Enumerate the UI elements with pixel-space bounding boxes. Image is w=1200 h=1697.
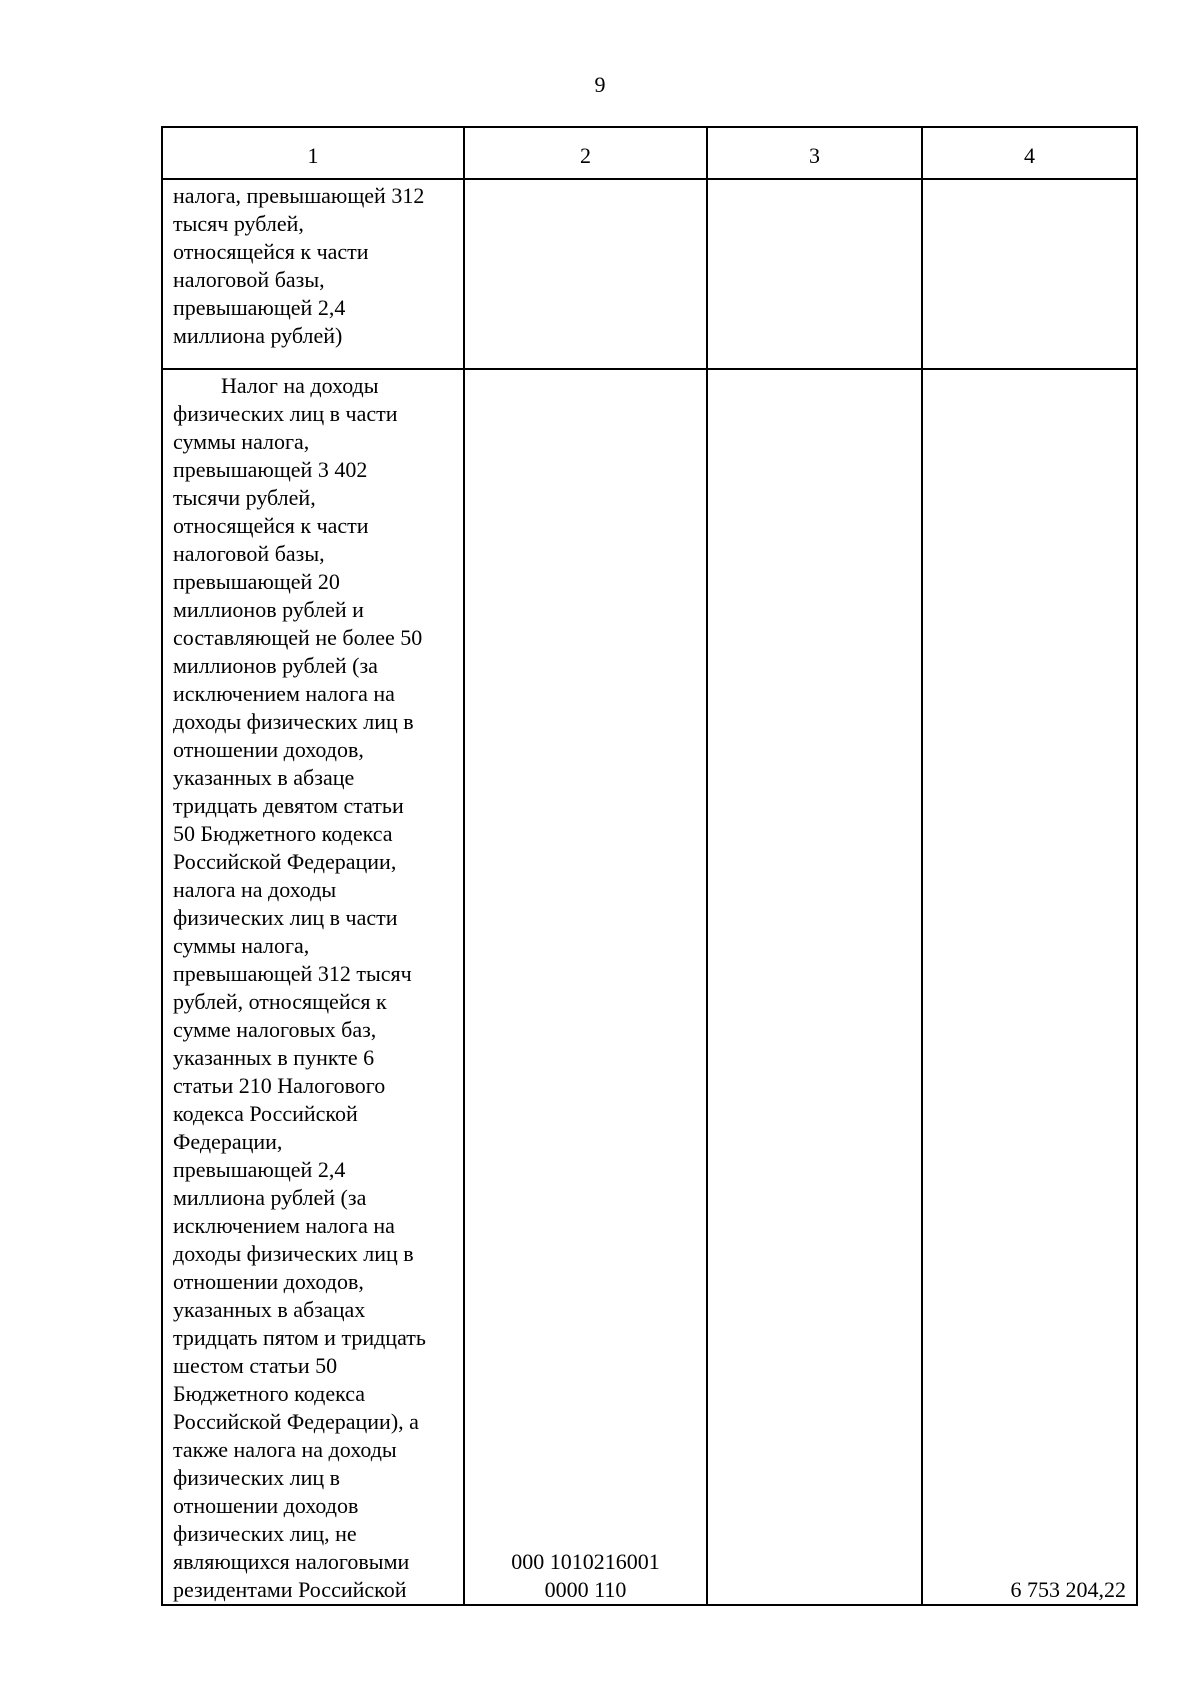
column-header-3: 3	[707, 127, 922, 179]
amount-value: 6 753 204,22	[1010, 1577, 1126, 1602]
row-col3-cell	[707, 179, 922, 369]
column-header-4: 4	[922, 127, 1137, 179]
row-description: Налог на доходы физических лиц в части суммы налога, превышающей 3 402 тысячи рублей, относящейся к части налоговой базы, превышающей 20 миллионов рублей и составляющей не более 50 миллионов рублей (за исключением налога на доходы физических лиц в отношении доходов, указанных в абзаце тридцать девятом статьи 50 Бюджетного кодекса Российской Федерации, налога на доходы физических лиц в части суммы налога, превышающей 312 тысяч рублей, относящейся к сумме налоговых баз, указанных в пункте 6 статьи 210 Налогового кодекса Российской Федерации, превышающей 2,4 миллиона рублей (за исключением налога на доходы физических лиц в отношении доходов, указанных в абзацах тридцать пятом и тридцать шестом статьи 50 Бюджетного кодекса Российской Федерации), а также налога на доходы физических лиц в отношении доходов физических лиц, не являющихся налоговыми резидентами Российской	[173, 373, 426, 1602]
row-description-cell	[162, 179, 464, 369]
column-header-1: 1	[162, 127, 464, 179]
table-header-row	[162, 127, 1137, 179]
row-col3-cell	[707, 369, 922, 1605]
row-amount-cell	[922, 369, 1137, 1605]
row-description-cell	[162, 369, 464, 1605]
budget-table	[161, 126, 1138, 1606]
row-amount-cell	[922, 179, 1137, 369]
paragraph-first-line: Налог на доходы	[221, 373, 379, 398]
row-code-cell	[464, 179, 707, 369]
table-row	[162, 179, 1137, 369]
page-number: 9	[594, 72, 606, 97]
budget-classification-code: 000 1010216001 0000 110	[511, 1549, 660, 1602]
column-header-2: 2	[464, 127, 707, 179]
row-description: налога, превышающей 312 тысяч рублей, относящейся к части налоговой базы, превышающей 2,4 миллиона рублей)	[173, 183, 425, 348]
table-row	[162, 369, 1137, 1605]
row-code-cell	[464, 369, 707, 1605]
